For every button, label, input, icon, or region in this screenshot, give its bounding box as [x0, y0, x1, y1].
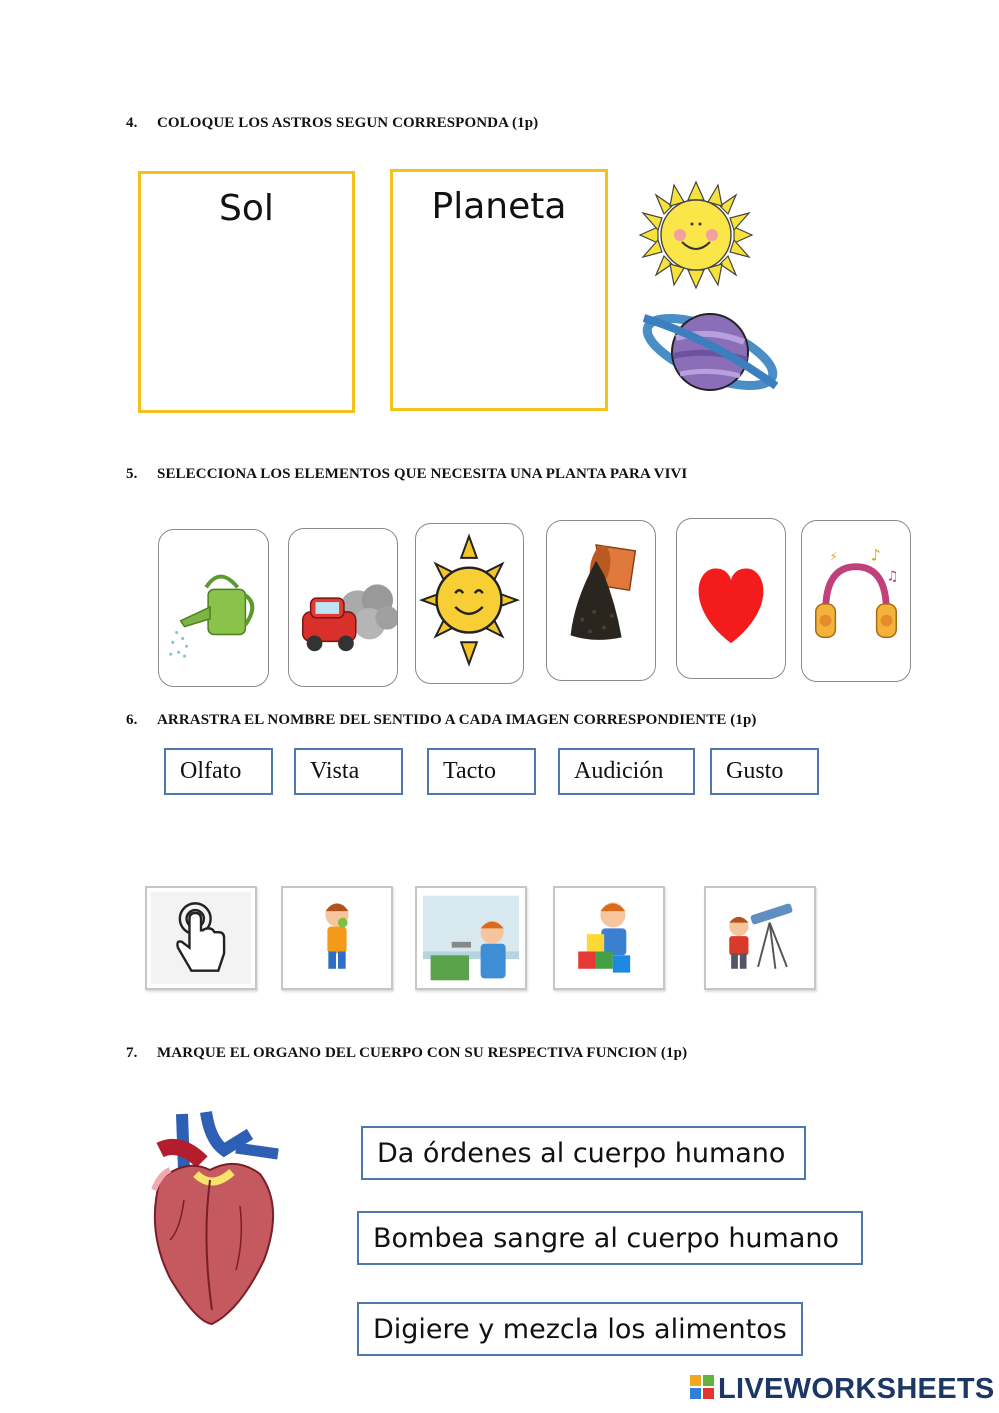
sun-icon — [416, 524, 523, 683]
card-soil-pot[interactable] — [546, 520, 656, 681]
image-washing[interactable] — [415, 886, 527, 990]
drop-zone-label: Planeta — [431, 186, 567, 227]
liveworksheets-logo — [690, 1373, 995, 1407]
boy-telescope-icon — [706, 888, 814, 988]
brand-name: LIVEWORKSHEETS — [718, 1373, 995, 1405]
sense-label-gusto[interactable]: Gusto — [710, 748, 819, 795]
boy-eating-icon — [283, 888, 391, 988]
card-car-smoke[interactable] — [288, 528, 398, 687]
question-text: ARRASTRA EL NOMBRE DEL SENTIDO A CADA IMAGEN CORRESPONDIENTE (1p) — [157, 712, 757, 728]
question-5-title — [126, 466, 687, 483]
headphones-icon — [802, 521, 910, 681]
drop-zone-label: Sol — [219, 188, 274, 229]
question-text: SELECCIONA LOS ELEMENTOS QUE NECESITA UNA PLANTA PARA VIVI — [157, 466, 688, 482]
soil-pot-icon — [547, 521, 655, 680]
question-number: 6. — [126, 712, 138, 728]
sense-label-audicion[interactable]: Audición — [558, 748, 695, 795]
question-text: COLOQUE LOS ASTROS SEGUN CORRESPONDA (1p) — [157, 115, 539, 131]
liveworksheets-logo-icon — [690, 1374, 714, 1407]
heart-organ-icon[interactable] — [140, 1110, 282, 1328]
card-sun[interactable] — [415, 523, 524, 684]
boy-blocks-icon — [555, 888, 663, 988]
svg-text:♫: ♫ — [886, 568, 899, 585]
question-number: 7. — [126, 1045, 138, 1061]
heart-icon — [677, 519, 785, 678]
card-heart[interactable] — [676, 518, 786, 679]
image-telescope[interactable] — [704, 886, 816, 990]
sense-label-tacto[interactable]: Tacto — [427, 748, 536, 795]
image-eating[interactable] — [281, 886, 393, 990]
drop-zone-sol[interactable] — [138, 171, 355, 413]
question-6-title — [126, 712, 757, 729]
question-number: 4. — [126, 115, 138, 131]
function-option-stomach[interactable]: Digiere y mezcla los alimentos — [357, 1302, 803, 1356]
car-smoke-icon — [289, 529, 397, 686]
function-option-brain[interactable]: Da órdenes al cuerpo humano — [361, 1126, 806, 1180]
sense-label-olfato[interactable]: Olfato — [164, 748, 273, 795]
boy-washing-icon — [417, 888, 525, 988]
question-number: 5. — [126, 466, 138, 482]
planet-icon[interactable] — [640, 298, 782, 404]
question-7-title — [126, 1045, 687, 1062]
image-blocks[interactable] — [553, 886, 665, 990]
image-touch[interactable] — [145, 886, 257, 990]
hand-touch-icon — [147, 888, 255, 988]
question-text: MARQUE EL ORGANO DEL CUERPO CON SU RESPECTIVA FUNCION (1p) — [157, 1045, 688, 1061]
sense-label-vista[interactable]: Vista — [294, 748, 403, 795]
function-option-heart[interactable]: Bombea sangre al cuerpo humano — [357, 1211, 863, 1265]
svg-text:♪: ♪ — [870, 545, 881, 565]
sun-icon[interactable] — [638, 180, 754, 290]
watering-can-icon — [159, 530, 268, 686]
question-4-title — [126, 115, 538, 132]
card-headphones[interactable] — [801, 520, 911, 682]
drop-zone-planeta[interactable] — [390, 169, 608, 411]
card-watering-can[interactable] — [158, 529, 269, 687]
svg-text:⚡: ⚡ — [829, 549, 838, 564]
